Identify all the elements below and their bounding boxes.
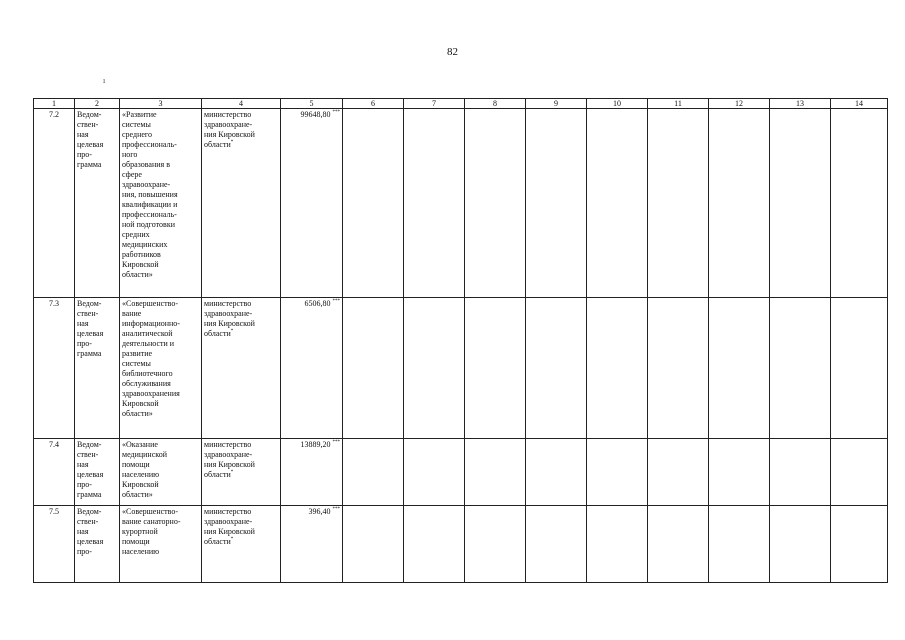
footnote-mark: *** (332, 507, 340, 512)
row-number: 7.5 (34, 506, 75, 583)
responsible-ministry: министерство здравоохране- ния Кировской области* (202, 109, 281, 298)
program-name: «Совершенство- вание информационно- аналитической деятельности и развитие системы библиотечного обслуживания здравоохранения Кировской области» (120, 298, 202, 439)
program-name: «Развитие системы среднего профессиональ- ного образования в сфере здравоохране- ния, повышения квалификации и профессиональ- ной подготовки средних медицинских работников Кировской области» (120, 109, 202, 298)
footnote-mark: * (230, 329, 234, 334)
program-type: Ведом- ствен- ная целевая про- грамма (75, 298, 120, 439)
funding-amount: 99648,80 *** (281, 109, 343, 298)
empty-cell (770, 109, 831, 298)
empty-cell (526, 439, 587, 506)
empty-cell (709, 439, 770, 506)
funding-amount: 396,40 *** (281, 506, 343, 583)
program-name: «Совершенство- вание санаторно- курортной помощи населению (120, 506, 202, 583)
table-row (34, 298, 888, 439)
empty-cell (587, 506, 648, 583)
empty-cell (709, 109, 770, 298)
empty-cell (343, 109, 404, 298)
table-row (34, 109, 888, 298)
empty-cell (404, 506, 465, 583)
program-name: «Оказание медицинской помощи населению Кировской области» (120, 439, 202, 506)
row-number: 7.4 (34, 439, 75, 506)
column-header: 6 (343, 99, 404, 109)
empty-cell (587, 298, 648, 439)
footnote-mark: * (230, 140, 234, 145)
column-header: 13 (770, 99, 831, 109)
page-number: 82 (447, 46, 458, 58)
column-header: 12 (709, 99, 770, 109)
row-number: 7.2 (34, 109, 75, 298)
row-number: 7.3 (34, 298, 75, 439)
table-row (34, 439, 888, 506)
column-number-row (34, 99, 888, 109)
funding-amount: 6506,80 *** (281, 298, 343, 439)
empty-cell (831, 506, 888, 583)
empty-cell (831, 109, 888, 298)
column-header: 5 (281, 99, 343, 109)
empty-cell (526, 506, 587, 583)
empty-cell (526, 298, 587, 439)
empty-cell (648, 298, 709, 439)
program-type: Ведом- ствен- ная целевая про- (75, 506, 120, 583)
empty-cell (465, 439, 526, 506)
responsible-ministry: министерство здравоохране- ния Кировской области* (202, 506, 281, 583)
column-header: 7 (404, 99, 465, 109)
empty-cell (404, 109, 465, 298)
empty-cell (770, 298, 831, 439)
program-type: Ведом- ствен- ная целевая про- грамма (75, 439, 120, 506)
empty-cell (587, 439, 648, 506)
empty-cell (709, 506, 770, 583)
empty-cell (404, 298, 465, 439)
column-header: 2 (75, 99, 120, 109)
stray-mark: ı (103, 76, 106, 85)
table-row (34, 506, 888, 583)
empty-cell (465, 298, 526, 439)
footnote-mark: *** (332, 440, 340, 445)
empty-cell (343, 439, 404, 506)
empty-cell (404, 439, 465, 506)
empty-cell (648, 439, 709, 506)
empty-cell (343, 298, 404, 439)
column-header: 4 (202, 99, 281, 109)
empty-cell (831, 298, 888, 439)
empty-cell (770, 439, 831, 506)
empty-cell (648, 506, 709, 583)
column-header: 3 (120, 99, 202, 109)
program-type: Ведом- ствен- ная целевая про- грамма (75, 109, 120, 298)
column-header: 14 (831, 99, 888, 109)
footnote-mark: *** (332, 299, 340, 304)
empty-cell (648, 109, 709, 298)
empty-cell (465, 506, 526, 583)
column-header: 1 (34, 99, 75, 109)
column-header: 10 (587, 99, 648, 109)
empty-cell (587, 109, 648, 298)
column-header: 9 (526, 99, 587, 109)
empty-cell (526, 109, 587, 298)
empty-cell (831, 439, 888, 506)
empty-cell (465, 109, 526, 298)
responsible-ministry: министерство здравоохране- ния Кировской области* (202, 439, 281, 506)
program-table (33, 98, 888, 583)
column-header: 8 (465, 99, 526, 109)
responsible-ministry: министерство здравоохране- ния Кировской области* (202, 298, 281, 439)
empty-cell (770, 506, 831, 583)
funding-amount: 13889,20 *** (281, 439, 343, 506)
footnote-mark: * (230, 537, 234, 542)
footnote-mark: *** (332, 110, 340, 115)
empty-cell (343, 506, 404, 583)
empty-cell (709, 298, 770, 439)
column-header: 11 (648, 99, 709, 109)
footnote-mark: * (230, 470, 234, 475)
